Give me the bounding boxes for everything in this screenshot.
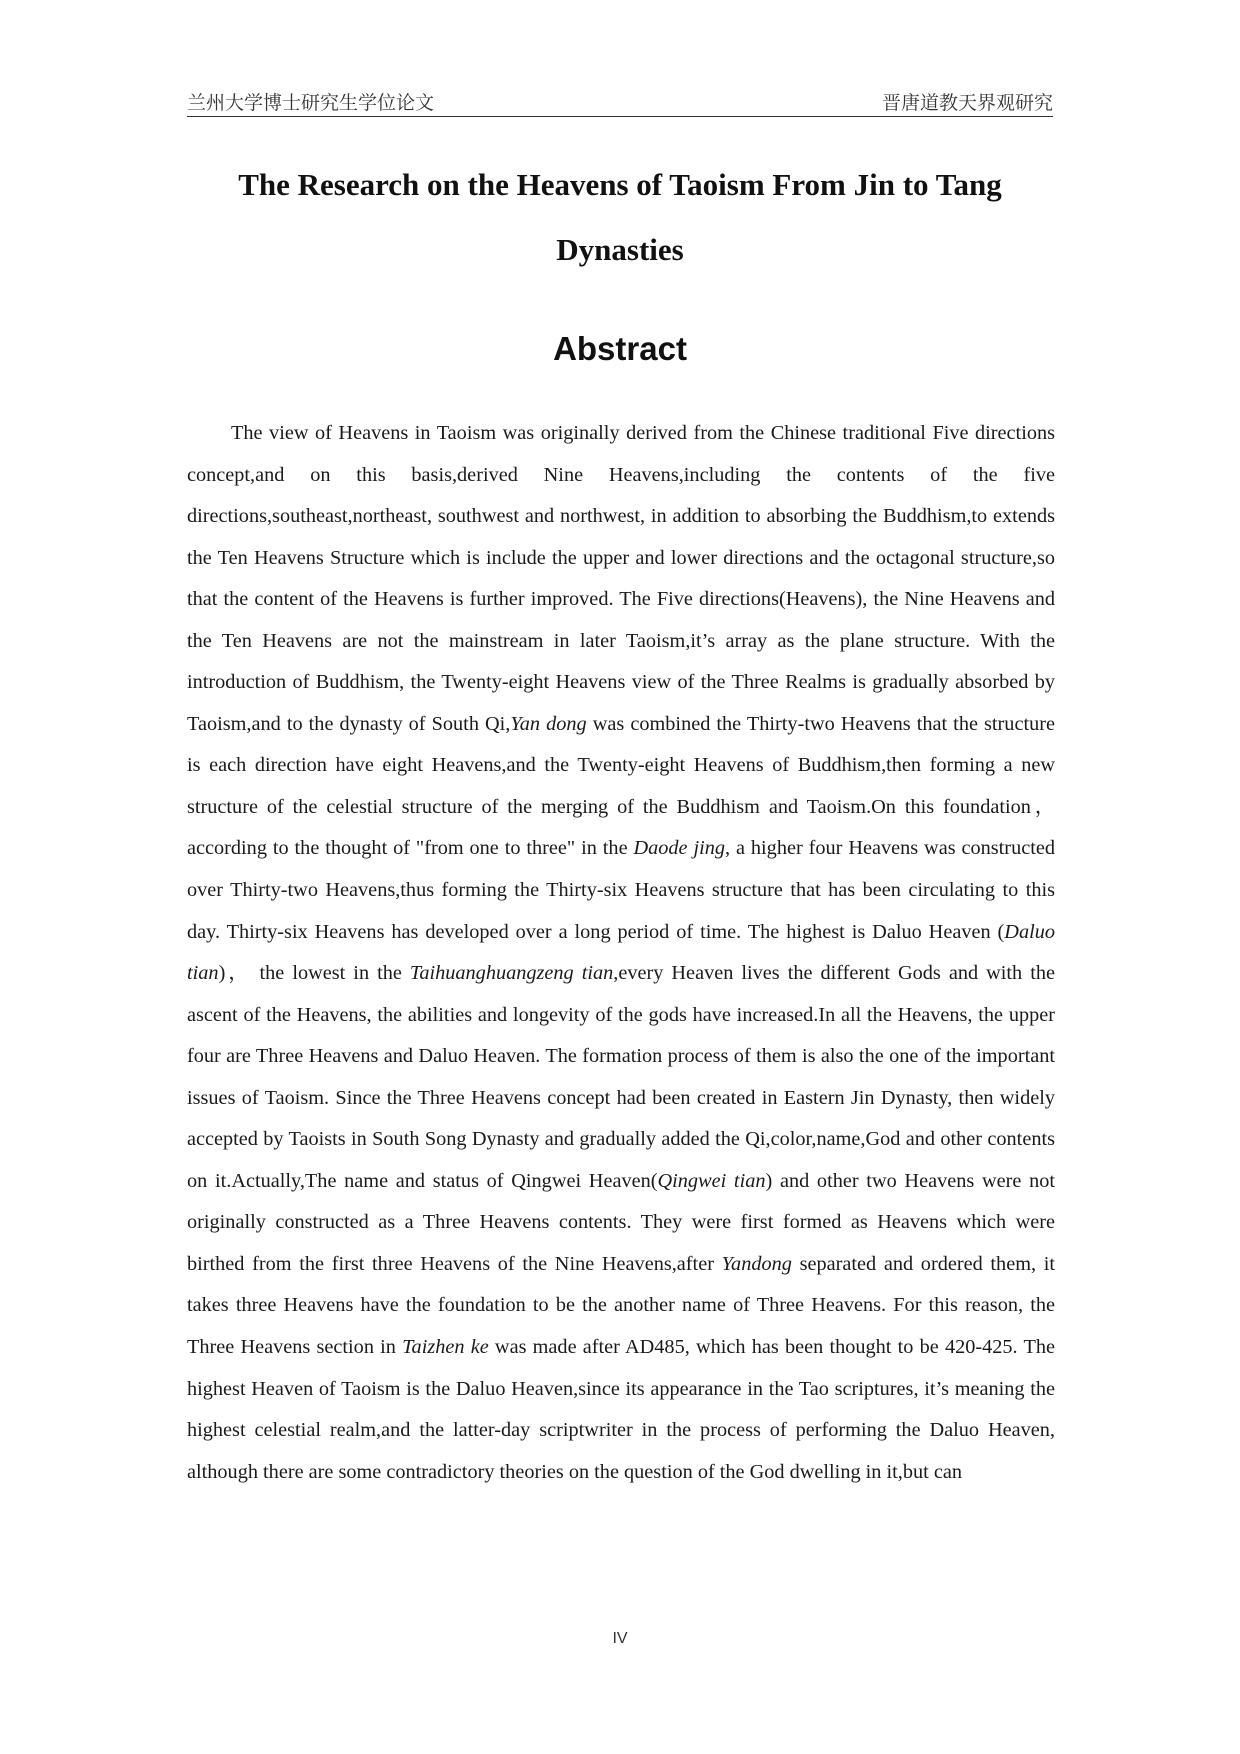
abstract-text: was combined the Thirty-two Heavens that the structure is each direction have eight Heavens,and the Twenty-eight Heavens of Buddhism,then forming a new structure of the celestial structure of the merging of the Buddhism and Taoism.On this foundation，according to the thought of "from one to three" in the	[187, 712, 1055, 860]
thesis-title-line-2: Dynasties	[556, 232, 684, 267]
abstract-text: )， the lowest in the	[218, 962, 410, 985]
abstract-italic-term: Daode jing	[633, 837, 726, 860]
thesis-title	[187, 152, 1053, 282]
running-header	[187, 86, 1053, 117]
abstract-italic-term: Yan dong	[510, 712, 587, 735]
abstract-italic-term: Daluo tian	[187, 920, 1055, 985]
abstract-italic-term: Taihuanghuangzeng tian	[409, 962, 614, 985]
abstract-text: ,every Heaven lives the different Gods and with the ascent of the Heavens, the abilities and longevity of the gods have increased.In all the Heavens, the upper four are Three Heavens and Daluo Heaven. The formation process of them is also the one of the important issues of Taoism. Since the Three Heavens concept had been created in Eastern Jin Dynasty, then widely accepted by Taoists in South Song Dynasty and gradually added the Qi,color,name,God and other contents on it.Actually,The name and status of Qingwei Heaven(	[187, 962, 1055, 1192]
header-thesis-title: 晋唐道教天界观研究	[881, 92, 1053, 114]
abstract-heading: Abstract	[553, 330, 687, 367]
header-thesis-label: 兰州大学博士研究生学位论文	[187, 92, 435, 114]
abstract-text: The view of Heavens in Taoism was originally derived from the Chinese traditional Five directions concept,and on this basis,derived Nine Heavens,including the contents of the five directions,southeast,northeast, southwest and northwest, in addition to absorbing the Buddhism,to extends the Ten Heavens Structure which is include the upper and lower directions and the octagonal structure,so that the content of the Heavens is further improved. The Five directions(Heavens), the Nine Heavens and the Ten Heavens are not the mainstream in later Taoism,it’s array as the plane structure. With the introduction of Buddhism, the Twenty-eight Heavens view of the Three Realms is gradually absorbed by Taoism,and to the dynasty of South Qi,	[187, 422, 1055, 735]
abstract-text: ) and other two Heavens were not originally constructed as a Three Heavens contents. They were first formed as Heavens which were birthed from the first three Heavens of the Nine Heavens,after	[187, 1169, 1055, 1275]
abstract-paragraph	[187, 413, 1055, 1493]
abstract-italic-term: Yandong	[721, 1252, 792, 1275]
abstract-text: separated and ordered them, it takes three Heavens have the foundation to be the another name of Three Heavens. For this reason, the Three Heavens section in	[187, 1252, 1055, 1359]
thesis-title-line-1: The Research on the Heavens of Taoism From Jin to Tang	[238, 167, 1002, 202]
abstract-body	[187, 413, 1055, 1493]
abstract-italic-term: Qingwei tian	[657, 1169, 766, 1192]
abstract-italic-term: Taizhen ke	[402, 1336, 489, 1359]
abstract-text: , a higher four Heavens was constructed over Thirty-two Heavens,thus forming the Thirty-six Heavens structure that has been circulating to this day. Thirty-six Heavens has developed over a long period of time. The highest is Daluo Heaven (	[187, 837, 1055, 943]
abstract-text: was made after AD485, which has been thought to be 420-425. The highest Heaven of Taoism is the Daluo Heaven,since its appearance in the Tao scriptures, it’s meaning the highest celestial realm,and the latter-day scriptwriter in the process of performing the Daluo Heaven, although there are some contradictory theories on the question of the God dwelling in it,but can	[187, 1336, 1055, 1483]
page-number: IV	[612, 1630, 628, 1647]
